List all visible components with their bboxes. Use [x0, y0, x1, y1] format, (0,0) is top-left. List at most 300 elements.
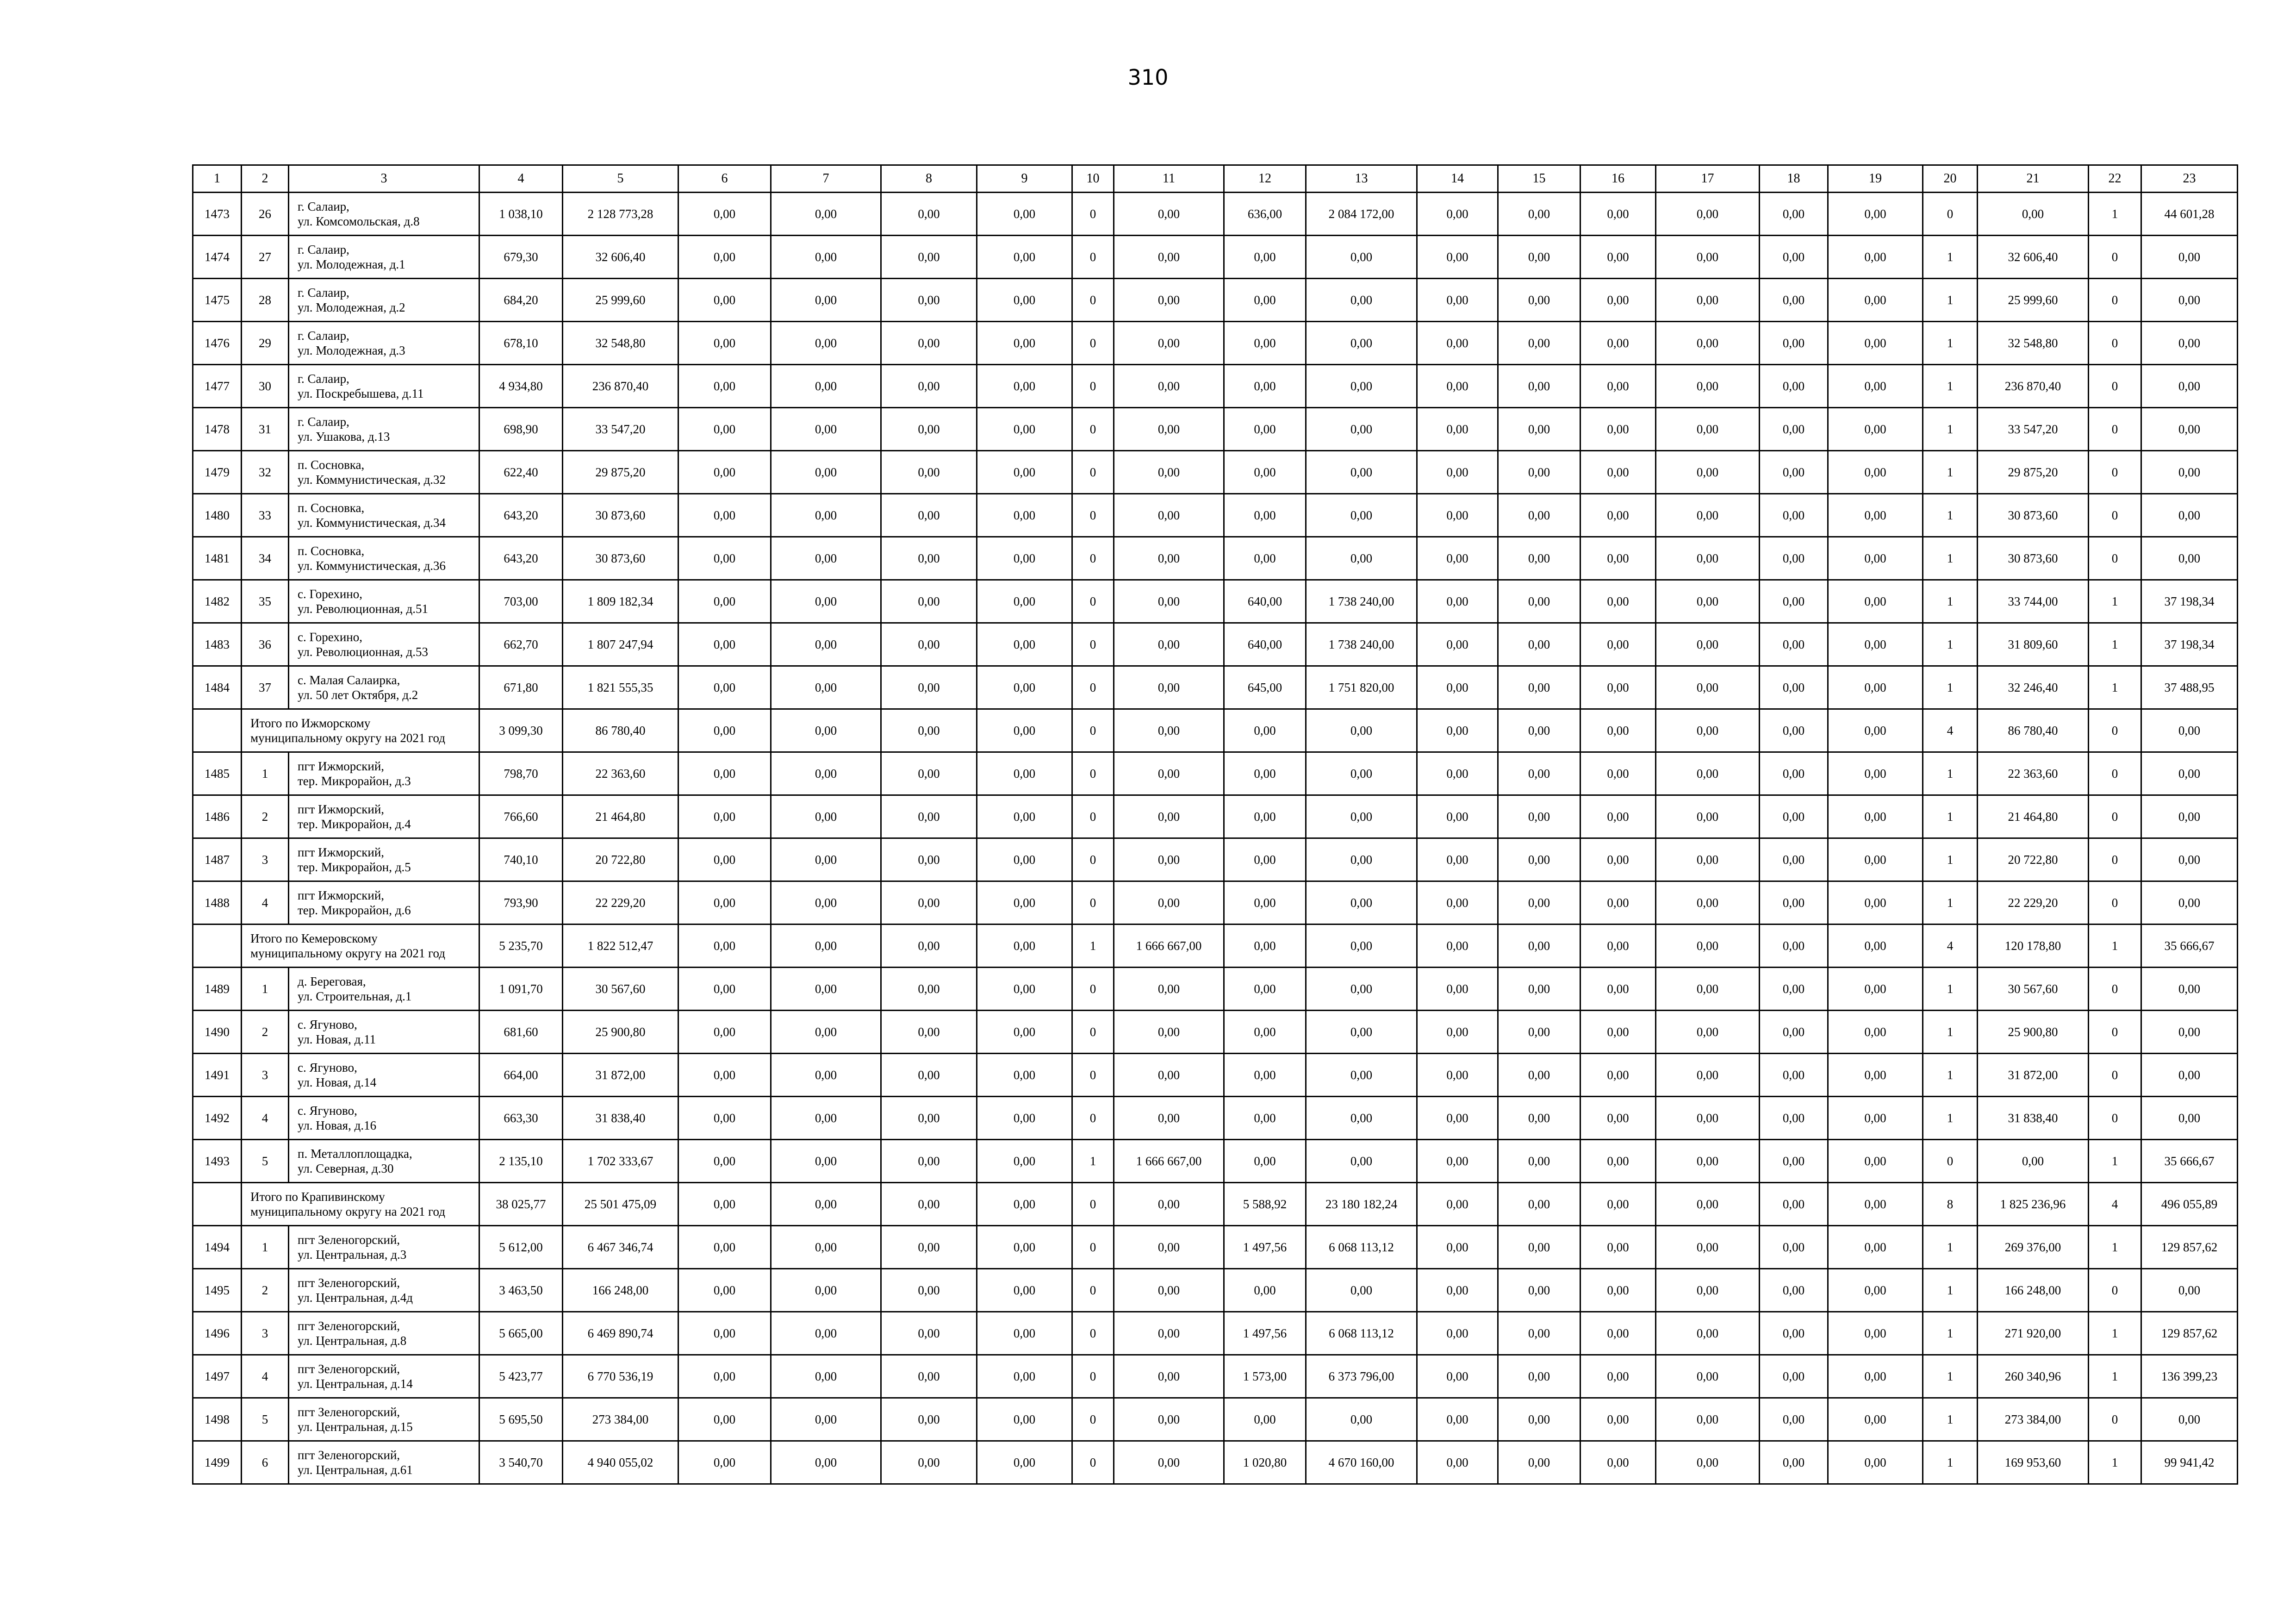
- address-locality: г. Салаир,: [298, 243, 349, 256]
- value-cell: 0,00: [1224, 365, 1306, 408]
- value-cell: 0,00: [1760, 795, 1828, 838]
- value-cell: 32 548,80: [1978, 322, 2089, 365]
- value-cell: 0,00: [1828, 1269, 1923, 1312]
- value-cell: 0,00: [1417, 795, 1498, 838]
- address-locality: п. Сосновка,: [298, 458, 365, 472]
- table-body: [193, 165, 2238, 1484]
- value-cell: 0,00: [771, 451, 881, 494]
- table-row: [193, 451, 2238, 494]
- value-cell: 29 875,20: [563, 451, 678, 494]
- value-cell: 0,00: [1498, 924, 1580, 968]
- value-cell: 0,00: [1306, 451, 1417, 494]
- value-cell: 0,00: [1828, 666, 1923, 709]
- value-cell: 0,00: [771, 322, 881, 365]
- value-cell: 0,00: [1114, 666, 1224, 709]
- value-cell: 0: [1072, 1398, 1114, 1441]
- value-cell: 0,00: [2141, 451, 2238, 494]
- value-cell: 8: [1923, 1183, 1978, 1226]
- column-header: 1: [193, 165, 242, 193]
- row-subnumber: 4: [242, 1355, 289, 1398]
- value-cell: 0,00: [1498, 666, 1580, 709]
- value-cell: 0: [2089, 236, 2141, 279]
- value-cell: 0,00: [1498, 408, 1580, 451]
- table-row: [193, 752, 2238, 795]
- value-cell: 0,00: [1114, 1355, 1224, 1398]
- row-subnumber: 4: [242, 1097, 289, 1140]
- value-cell: 0,00: [1656, 451, 1760, 494]
- value-cell: 0,00: [771, 968, 881, 1011]
- value-cell: 0,00: [678, 451, 771, 494]
- value-cell: 44 601,28: [2141, 193, 2238, 236]
- value-cell: 0,00: [1828, 580, 1923, 623]
- value-cell: 0,00: [1656, 1054, 1760, 1097]
- value-cell: 0,00: [1760, 1441, 1828, 1484]
- value-cell: 0,00: [977, 795, 1072, 838]
- value-cell: 0,00: [1828, 709, 1923, 752]
- value-cell: 0,00: [1760, 752, 1828, 795]
- row-number: 1490: [193, 1011, 242, 1054]
- value-cell: 0,00: [1224, 408, 1306, 451]
- table-row: [193, 838, 2238, 881]
- value-cell: 0,00: [1306, 236, 1417, 279]
- value-cell: 0,00: [1828, 1226, 1923, 1269]
- row-subnumber: 1: [242, 752, 289, 795]
- value-cell: 0,00: [977, 322, 1072, 365]
- value-cell: 0,00: [1656, 795, 1760, 838]
- address-cell: [289, 623, 479, 666]
- value-cell: 0,00: [1656, 623, 1760, 666]
- table-row: [193, 193, 2238, 236]
- value-cell: 0: [1923, 1140, 1978, 1183]
- value-cell: 0,00: [678, 1011, 771, 1054]
- value-cell: 37 198,34: [2141, 623, 2238, 666]
- row-subnumber: 31: [242, 408, 289, 451]
- row-number: 1494: [193, 1226, 242, 1269]
- value-cell: 0,00: [977, 1312, 1072, 1355]
- value-cell: 0,00: [1580, 881, 1656, 924]
- address-cell: [289, 494, 479, 537]
- value-cell: 0,00: [1828, 1054, 1923, 1097]
- value-cell: 1: [1923, 408, 1978, 451]
- value-cell: 0,00: [1498, 537, 1580, 580]
- row-number-empty: [193, 709, 242, 752]
- value-cell: 0,00: [1114, 1097, 1224, 1140]
- value-cell: 1: [1923, 537, 1978, 580]
- value-cell: 0,00: [678, 1269, 771, 1312]
- address-cell: [289, 580, 479, 623]
- row-subnumber: 30: [242, 365, 289, 408]
- subtotal-row: [193, 1183, 2238, 1226]
- value-cell: 0,00: [1114, 494, 1224, 537]
- value-cell: 0,00: [881, 451, 977, 494]
- value-cell: 0,00: [1656, 1226, 1760, 1269]
- value-cell: 1: [1923, 279, 1978, 322]
- value-cell: 0: [2089, 1011, 2141, 1054]
- value-cell: 0,00: [1417, 752, 1498, 795]
- address-locality: с. Малая Салаирка,: [298, 673, 400, 687]
- value-cell: 1: [1923, 322, 1978, 365]
- value-cell: 1 738 240,00: [1306, 623, 1417, 666]
- value-cell: 4 940 055,02: [563, 1441, 678, 1484]
- value-cell: 0,00: [1224, 968, 1306, 1011]
- row-subnumber: 5: [242, 1398, 289, 1441]
- value-cell: 32 606,40: [563, 236, 678, 279]
- row-number: 1489: [193, 968, 242, 1011]
- value-cell: 0: [2089, 279, 2141, 322]
- value-cell: 29 875,20: [1978, 451, 2089, 494]
- housing-program-table: [192, 164, 2238, 1485]
- value-cell: 0,00: [977, 537, 1072, 580]
- value-cell: 0,00: [1114, 968, 1224, 1011]
- value-cell: 0,00: [1417, 580, 1498, 623]
- value-cell: 31 838,40: [1978, 1097, 2089, 1140]
- value-cell: 0,00: [1498, 709, 1580, 752]
- value-cell: 1: [1923, 1398, 1978, 1441]
- column-header: 17: [1656, 165, 1760, 193]
- value-cell: 0,00: [1580, 1011, 1656, 1054]
- address-street: тер. Микрорайон, д.3: [298, 774, 411, 788]
- row-subnumber: 6: [242, 1441, 289, 1484]
- value-cell: 0,00: [1498, 881, 1580, 924]
- value-cell: 99 941,42: [2141, 1441, 2238, 1484]
- value-cell: 0,00: [1828, 193, 1923, 236]
- value-cell: 0: [1072, 968, 1114, 1011]
- value-cell: 32 606,40: [1978, 236, 2089, 279]
- address-locality: г. Салаир,: [298, 329, 349, 343]
- value-cell: 0,00: [1417, 193, 1498, 236]
- address-cell: [289, 1355, 479, 1398]
- value-cell: 0,00: [1498, 1355, 1580, 1398]
- value-cell: 0,00: [2141, 322, 2238, 365]
- value-cell: 4: [1923, 709, 1978, 752]
- value-cell: 31 809,60: [1978, 623, 2089, 666]
- subtotal-label-line1: Итого по Крапивинскому: [250, 1190, 385, 1204]
- value-cell: 0,00: [771, 838, 881, 881]
- column-header: 10: [1072, 165, 1114, 193]
- value-cell: 1: [1923, 968, 1978, 1011]
- value-cell: 496 055,89: [2141, 1183, 2238, 1226]
- value-cell: 20 722,80: [563, 838, 678, 881]
- value-cell: 0,00: [881, 1140, 977, 1183]
- value-cell: 0,00: [1417, 1183, 1498, 1226]
- value-cell: 1: [2089, 1312, 2141, 1355]
- value-cell: 0,00: [1417, 1011, 1498, 1054]
- value-cell: 636,00: [1224, 193, 1306, 236]
- value-cell: 0,00: [678, 580, 771, 623]
- value-cell: 0,00: [678, 666, 771, 709]
- value-cell: 0,00: [1114, 1269, 1224, 1312]
- value-cell: 0,00: [977, 451, 1072, 494]
- value-cell: 0,00: [1114, 580, 1224, 623]
- value-cell: 1: [1923, 752, 1978, 795]
- value-cell: 0,00: [881, 1226, 977, 1269]
- row-number: 1485: [193, 752, 242, 795]
- subtotal-label: [242, 1183, 479, 1226]
- address-street: ул. Революционная, д.51: [298, 602, 428, 616]
- value-cell: 0,00: [1114, 451, 1224, 494]
- address-locality: г. Салаир,: [298, 200, 349, 213]
- value-cell: 0,00: [977, 666, 1072, 709]
- value-cell: 0: [1072, 623, 1114, 666]
- row-subnumber: 37: [242, 666, 289, 709]
- value-cell: 0,00: [881, 193, 977, 236]
- value-cell: 0,00: [1580, 968, 1656, 1011]
- value-cell: 0,00: [1760, 709, 1828, 752]
- value-cell: 0,00: [1760, 881, 1828, 924]
- value-cell: 0,00: [1828, 1441, 1923, 1484]
- row-number: 1486: [193, 795, 242, 838]
- value-cell: 622,40: [479, 451, 563, 494]
- value-cell: 0: [1072, 1226, 1114, 1269]
- value-cell: 684,20: [479, 279, 563, 322]
- value-cell: 0,00: [1760, 1226, 1828, 1269]
- value-cell: 0,00: [1656, 1355, 1760, 1398]
- value-cell: 0,00: [977, 924, 1072, 968]
- value-cell: 0,00: [1656, 752, 1760, 795]
- value-cell: 0,00: [1580, 494, 1656, 537]
- row-subnumber: 35: [242, 580, 289, 623]
- value-cell: 0: [1072, 752, 1114, 795]
- value-cell: 0,00: [1224, 795, 1306, 838]
- value-cell: 33 547,20: [1978, 408, 2089, 451]
- value-cell: 0: [2089, 1054, 2141, 1097]
- value-cell: 0,00: [1114, 236, 1224, 279]
- address-cell: [289, 1011, 479, 1054]
- value-cell: 25 501 475,09: [563, 1183, 678, 1226]
- value-cell: 1 666 667,00: [1114, 924, 1224, 968]
- value-cell: 0,00: [678, 1355, 771, 1398]
- value-cell: 640,00: [1224, 623, 1306, 666]
- value-cell: 0,00: [1498, 451, 1580, 494]
- value-cell: 0,00: [1580, 1183, 1656, 1226]
- value-cell: 0,00: [1760, 580, 1828, 623]
- value-cell: 0,00: [1306, 1097, 1417, 1140]
- value-cell: 0,00: [1224, 838, 1306, 881]
- value-cell: 0,00: [1580, 666, 1656, 709]
- value-cell: 0,00: [977, 1269, 1072, 1312]
- column-header: 9: [977, 165, 1072, 193]
- value-cell: 30 567,60: [563, 968, 678, 1011]
- value-cell: 0,00: [977, 236, 1072, 279]
- value-cell: 0,00: [1656, 408, 1760, 451]
- value-cell: 0,00: [1306, 838, 1417, 881]
- column-header: 14: [1417, 165, 1498, 193]
- value-cell: 0,00: [678, 193, 771, 236]
- value-cell: 798,70: [479, 752, 563, 795]
- value-cell: 0: [2089, 1398, 2141, 1441]
- value-cell: 1: [1923, 623, 1978, 666]
- value-cell: 0,00: [1114, 709, 1224, 752]
- value-cell: 0,00: [1978, 1140, 2089, 1183]
- value-cell: 0,00: [881, 968, 977, 1011]
- value-cell: 0,00: [2141, 1097, 2238, 1140]
- row-subnumber: 3: [242, 1312, 289, 1355]
- value-cell: 0,00: [1417, 451, 1498, 494]
- value-cell: 0,00: [881, 1441, 977, 1484]
- value-cell: 1: [1072, 1140, 1114, 1183]
- value-cell: 0,00: [1580, 537, 1656, 580]
- value-cell: 0,00: [1114, 1183, 1224, 1226]
- address-locality: с. Ягуново,: [298, 1104, 357, 1118]
- value-cell: 0,00: [977, 494, 1072, 537]
- value-cell: 0,00: [678, 752, 771, 795]
- value-cell: 0: [2089, 838, 2141, 881]
- value-cell: 0: [2089, 968, 2141, 1011]
- value-cell: 0,00: [1656, 838, 1760, 881]
- value-cell: 0,00: [1760, 1140, 1828, 1183]
- table-row: [193, 1441, 2238, 1484]
- value-cell: 0,00: [678, 279, 771, 322]
- value-cell: 1: [1923, 1054, 1978, 1097]
- value-cell: 1 497,56: [1224, 1226, 1306, 1269]
- column-header: 6: [678, 165, 771, 193]
- value-cell: 0,00: [771, 1097, 881, 1140]
- address-locality: с. Горехино,: [298, 630, 362, 644]
- value-cell: 0,00: [1828, 1097, 1923, 1140]
- value-cell: 32 548,80: [563, 322, 678, 365]
- value-cell: 0: [2089, 408, 2141, 451]
- value-cell: 0,00: [1760, 968, 1828, 1011]
- value-cell: 0,00: [771, 623, 881, 666]
- value-cell: 0: [1072, 1355, 1114, 1398]
- value-cell: 0,00: [881, 1269, 977, 1312]
- address-street: ул. Строительная, д.1: [298, 989, 412, 1003]
- value-cell: 1 807 247,94: [563, 623, 678, 666]
- value-cell: 0,00: [1224, 881, 1306, 924]
- value-cell: 0,00: [1760, 838, 1828, 881]
- column-header: 22: [2089, 165, 2141, 193]
- value-cell: 0,00: [678, 1226, 771, 1269]
- value-cell: 0,00: [1498, 1183, 1580, 1226]
- value-cell: 0,00: [1580, 838, 1656, 881]
- value-cell: 5 588,92: [1224, 1183, 1306, 1226]
- address-street: ул. Ушакова, д.13: [298, 430, 390, 443]
- value-cell: 0,00: [977, 752, 1072, 795]
- value-cell: 0,00: [771, 1441, 881, 1484]
- address-street: ул. Коммунистическая, д.34: [298, 516, 446, 530]
- value-cell: 5 612,00: [479, 1226, 563, 1269]
- value-cell: 0,00: [1656, 666, 1760, 709]
- value-cell: 0,00: [1224, 537, 1306, 580]
- address-street: тер. Микрорайон, д.6: [298, 903, 411, 917]
- address-cell: [289, 1269, 479, 1312]
- value-cell: 0,00: [1760, 1355, 1828, 1398]
- value-cell: 0,00: [1580, 795, 1656, 838]
- value-cell: 0,00: [1498, 494, 1580, 537]
- value-cell: 1 038,10: [479, 193, 563, 236]
- value-cell: 1: [1923, 1226, 1978, 1269]
- value-cell: 0: [1072, 365, 1114, 408]
- value-cell: 0,00: [977, 1441, 1072, 1484]
- value-cell: 0,00: [2141, 537, 2238, 580]
- value-cell: 0,00: [771, 1398, 881, 1441]
- value-cell: 0,00: [1306, 494, 1417, 537]
- row-number: 1481: [193, 537, 242, 580]
- value-cell: 0,00: [771, 408, 881, 451]
- value-cell: 21 464,80: [563, 795, 678, 838]
- row-number: 1474: [193, 236, 242, 279]
- value-cell: 1: [1923, 1355, 1978, 1398]
- subtotal-label: [242, 924, 479, 968]
- value-cell: 643,20: [479, 537, 563, 580]
- value-cell: 1: [2089, 623, 2141, 666]
- value-cell: 0,00: [2141, 752, 2238, 795]
- value-cell: 25 999,60: [1978, 279, 2089, 322]
- column-header: 18: [1760, 165, 1828, 193]
- value-cell: 1 821 555,35: [563, 666, 678, 709]
- value-cell: 0,00: [2141, 1011, 2238, 1054]
- address-street: ул. Молодежная, д.3: [298, 344, 405, 357]
- value-cell: 0,00: [2141, 968, 2238, 1011]
- value-cell: 1 091,70: [479, 968, 563, 1011]
- address-cell: [289, 1226, 479, 1269]
- value-cell: 793,90: [479, 881, 563, 924]
- value-cell: 0: [2089, 365, 2141, 408]
- value-cell: 273 384,00: [1978, 1398, 2089, 1441]
- value-cell: 1 702 333,67: [563, 1140, 678, 1183]
- value-cell: 0,00: [1417, 1097, 1498, 1140]
- value-cell: 0,00: [1580, 1355, 1656, 1398]
- value-cell: 0,00: [1580, 365, 1656, 408]
- value-cell: 0: [1072, 1441, 1114, 1484]
- table-row: [193, 666, 2238, 709]
- value-cell: 0,00: [2141, 1054, 2238, 1097]
- value-cell: 0,00: [1417, 365, 1498, 408]
- column-header: 5: [563, 165, 678, 193]
- address-cell: [289, 236, 479, 279]
- value-cell: 0,00: [1656, 279, 1760, 322]
- address-street: ул. Комсомольская, д.8: [298, 214, 420, 228]
- value-cell: 6 068 113,12: [1306, 1312, 1417, 1355]
- value-cell: 0,00: [977, 408, 1072, 451]
- address-locality: пгт Зеленогорский,: [298, 1405, 400, 1419]
- value-cell: 0,00: [977, 1054, 1072, 1097]
- value-cell: 1: [1923, 365, 1978, 408]
- table-row: [193, 1226, 2238, 1269]
- value-cell: 1: [1923, 1441, 1978, 1484]
- value-cell: 0,00: [771, 279, 881, 322]
- value-cell: 0,00: [1417, 1312, 1498, 1355]
- value-cell: 0: [2089, 322, 2141, 365]
- column-header: 23: [2141, 165, 2238, 193]
- value-cell: 0,00: [1828, 968, 1923, 1011]
- value-cell: 0: [1072, 193, 1114, 236]
- value-cell: 0,00: [1580, 580, 1656, 623]
- value-cell: 0,00: [678, 709, 771, 752]
- value-cell: 0,00: [1580, 322, 1656, 365]
- column-header: 8: [881, 165, 977, 193]
- value-cell: 0,00: [771, 752, 881, 795]
- value-cell: 0,00: [1417, 623, 1498, 666]
- value-cell: 0,00: [1828, 1355, 1923, 1398]
- value-cell: 0,00: [881, 838, 977, 881]
- value-cell: 0,00: [1417, 968, 1498, 1011]
- address-locality: г. Салаир,: [298, 372, 349, 386]
- value-cell: 0,00: [771, 881, 881, 924]
- table-row: [193, 408, 2238, 451]
- address-cell: [289, 666, 479, 709]
- value-cell: 0,00: [1114, 193, 1224, 236]
- table-row: [193, 1097, 2238, 1140]
- value-cell: 0,00: [2141, 709, 2238, 752]
- value-cell: 6 373 796,00: [1306, 1355, 1417, 1398]
- row-subnumber: 4: [242, 881, 289, 924]
- value-cell: 0,00: [771, 193, 881, 236]
- address-locality: пгт Зеленогорский,: [298, 1276, 400, 1290]
- column-header: 3: [289, 165, 479, 193]
- value-cell: 3 099,30: [479, 709, 563, 752]
- address-street: ул. Центральная, д.4д: [298, 1291, 413, 1305]
